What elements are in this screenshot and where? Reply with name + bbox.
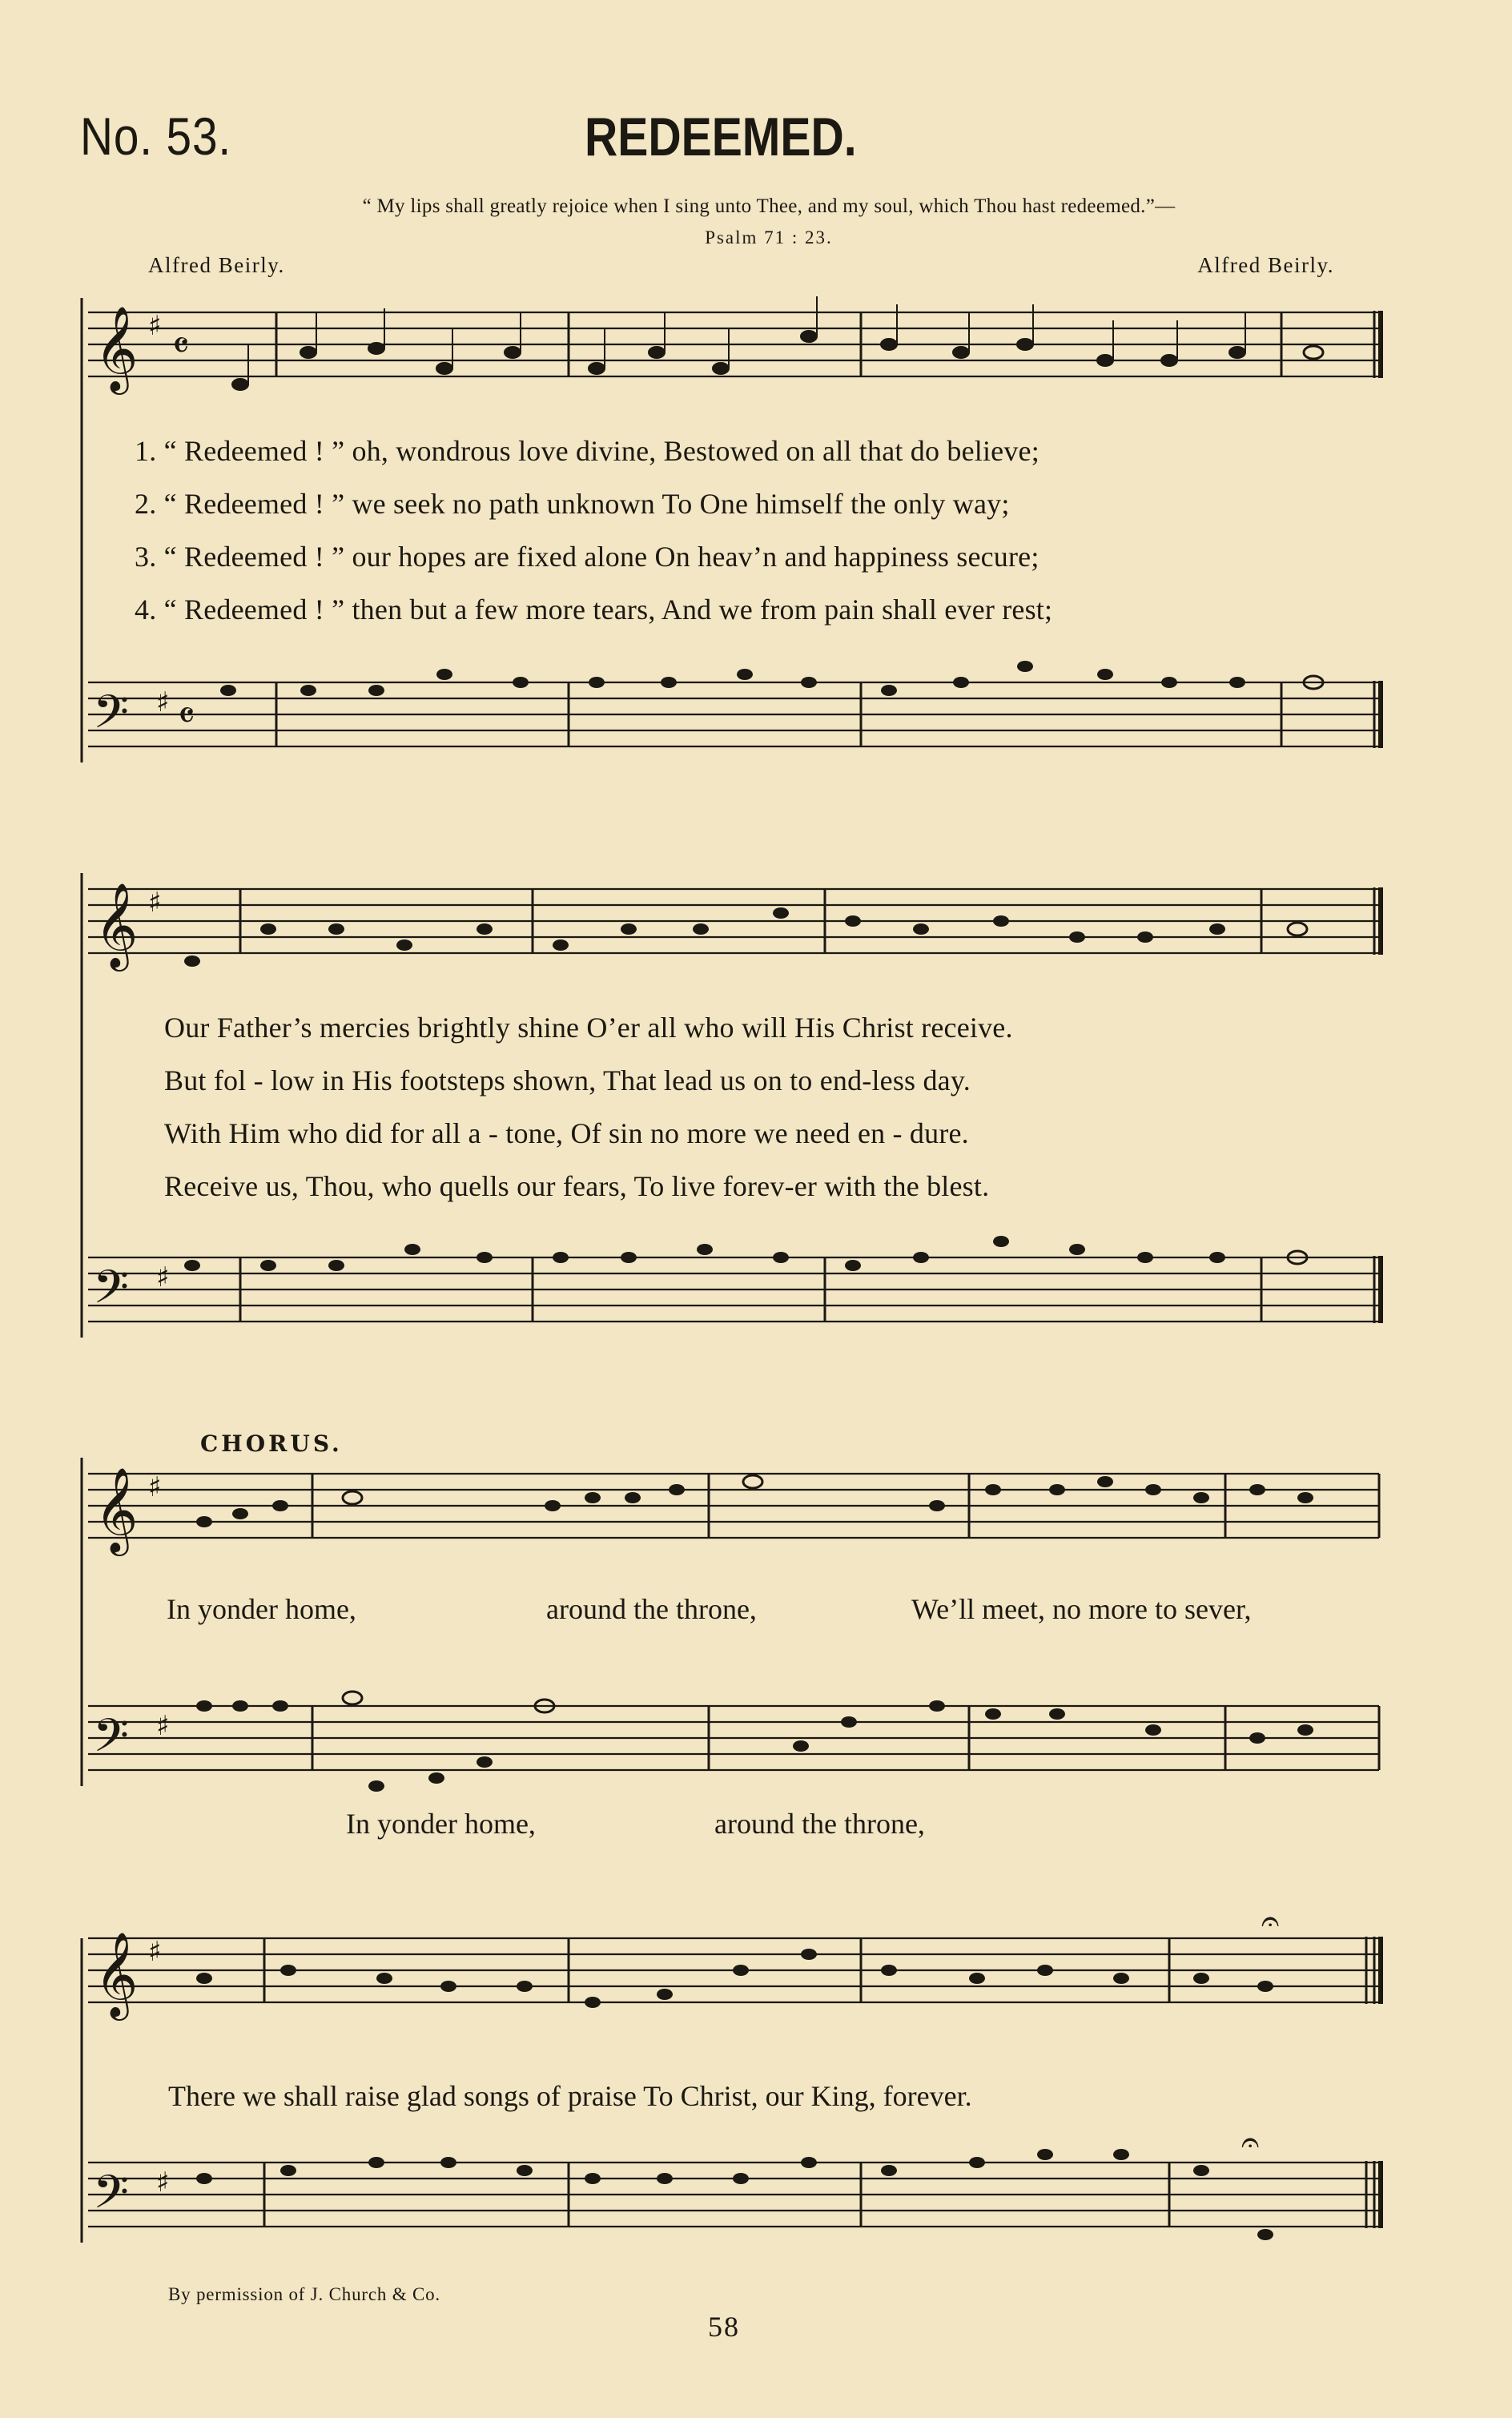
chorus-lyric-1c: We’ll meet, no more to sever,: [911, 1593, 1252, 1625]
page-number: 58: [708, 2311, 740, 2343]
epigraph-quote: “ My lips shall greatly rejoice when I sing unto Thee, and my soul, which Thou hast redeemed.”—: [362, 195, 1176, 217]
verse-number: 1.: [135, 435, 157, 467]
verse-2-line-1: [135, 487, 1010, 521]
treble-clef-icon: 𝄞: [94, 1466, 139, 1552]
fermata-icon: 𝄐: [1261, 1903, 1280, 1940]
chorus-final-bass-staff: [0, 2124, 1512, 2267]
chorus-lyric-1b: around the throne,: [546, 1593, 757, 1625]
verse-4-line-1: [135, 593, 1052, 626]
chorus-label: CHORUS.: [200, 1430, 343, 1457]
sharp-icon: ♯: [156, 686, 170, 718]
bass-clef-icon: 𝄢: [93, 2165, 130, 2231]
sharp-icon: ♯: [148, 1471, 162, 1503]
common-time-icon: 𝄴: [178, 694, 195, 738]
hymn-number: No. 53.: [80, 107, 232, 166]
verse-number: 4.: [135, 593, 157, 626]
bass-echo-lyric-1: In yonder home,: [346, 1808, 536, 1840]
treble-clef-icon: 𝄞: [94, 305, 139, 391]
verse-number: 3.: [135, 541, 157, 573]
treble-clef-icon: 𝄞: [94, 882, 139, 968]
sharp-icon: ♯: [156, 2167, 170, 2199]
system-1-bass-staff: [0, 650, 1512, 770]
chorus-lyric-2: There we shall raise glad songs of praise To Christ, our King, forever.: [168, 2080, 972, 2112]
bass-clef-icon: 𝄢: [93, 1708, 130, 1774]
treble-clef-icon: 𝄞: [94, 1931, 139, 2017]
sharp-icon: ♯: [156, 1710, 170, 1742]
system-1-treble-staff: [0, 296, 1512, 416]
sharp-icon: ♯: [156, 1261, 170, 1293]
verse-2-line-2: But fol - low in His footsteps shown, That lead us on to end-less day.: [164, 1064, 971, 1096]
words-credit: Alfred Beirly.: [148, 253, 285, 277]
chorus-lyric-1a: In yonder home,: [167, 1593, 356, 1625]
verse-text: “ Redeemed ! ” we seek no path unknown To One himself the only way;: [163, 488, 1010, 520]
verse-1-line-1: [135, 434, 1040, 468]
sharp-icon: ♯: [148, 887, 162, 919]
verse-1-line-2: Our Father’s mercies brightly shine O’er all who will His Christ receive.: [164, 1012, 1013, 1044]
epigraph-source: Psalm 71 : 23.: [705, 227, 833, 247]
chorus-treble-staff: [0, 1458, 1512, 1578]
music-credit: Alfred Beirly.: [1197, 253, 1334, 277]
verse-text: “ Redeemed ! ” oh, wondrous love divine, Bestowed on all that do believe;: [163, 435, 1040, 467]
sharp-icon: ♯: [148, 1936, 162, 1968]
bass-echo-lyric-2: around the throne,: [714, 1808, 925, 1840]
bass-clef-icon: 𝄢: [93, 685, 130, 750]
chorus-bass-staff: [0, 1650, 1512, 1802]
permission-note: By permission of J. Church & Co.: [168, 2284, 440, 2304]
verse-text: “ Redeemed ! ” our hopes are fixed alone On heav’n and happiness secure;: [163, 541, 1040, 573]
verse-text: “ Redeemed ! ” then but a few more tears, And we from pain shall ever rest;: [163, 593, 1053, 626]
chorus-final-treble-staff: [0, 1903, 1512, 2042]
sharp-icon: ♯: [148, 310, 162, 342]
common-time-icon: 𝄴: [172, 324, 190, 368]
verse-3-line-2: With Him who did for all a - tone, Of sin no more we need en - dure.: [164, 1117, 969, 1149]
system-2-bass-staff: [0, 1225, 1512, 1346]
bass-clef-icon: 𝄢: [93, 1260, 130, 1326]
system-2-treble-staff: [0, 873, 1512, 993]
verse-4-line-2: Receive us, Thou, who quells our fears, To live forev-er with the blest.: [164, 1170, 990, 1202]
verse-3-line-1: [135, 540, 1040, 573]
fermata-icon: 𝄐: [1241, 2124, 1260, 2161]
hymn-title: REDEEMED.: [585, 107, 857, 167]
verse-number: 2.: [135, 488, 157, 520]
